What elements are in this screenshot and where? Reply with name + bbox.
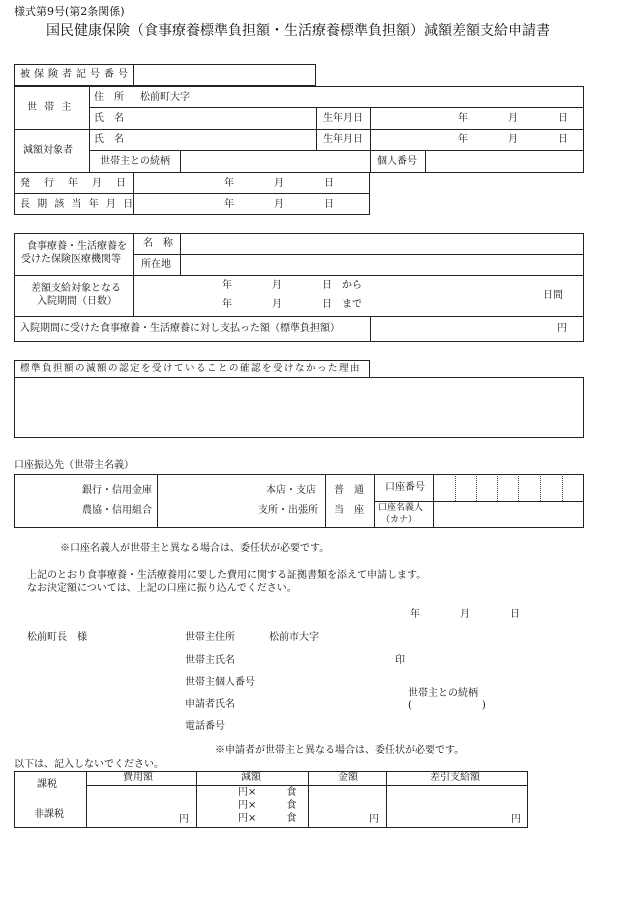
- taxed-label: 課税: [37, 779, 57, 790]
- personal-number-label: 個人番号: [377, 156, 417, 167]
- period-to[interactable]: 年 月 日 まで: [222, 299, 362, 310]
- account-number-label: 口座番号: [385, 482, 425, 493]
- branch-type-line2: 支所・出張所: [258, 505, 318, 516]
- householder-birth-value[interactable]: 年 月 日: [458, 113, 568, 124]
- col-amount: 金額: [338, 772, 358, 783]
- institution-name-field[interactable]: [182, 235, 582, 253]
- relation-field[interactable]: [182, 152, 368, 171]
- issue-date-value[interactable]: 年 月 日: [224, 178, 334, 189]
- account-type-ordinary[interactable]: 普 通: [334, 485, 364, 496]
- col-cost: 費用額: [123, 772, 153, 783]
- diff-yen: 円: [511, 814, 521, 825]
- account-number-field[interactable]: [435, 476, 582, 500]
- personal-number-field[interactable]: [427, 152, 582, 171]
- phone-label: 電話番号: [185, 721, 225, 732]
- applicant-relation-field[interactable]: ( ): [408, 700, 486, 711]
- account-holder-label-line1: 口座名義人: [378, 503, 424, 513]
- institution-location-field[interactable]: [182, 256, 582, 274]
- bank-type-line2: 農協・信用組合: [82, 505, 152, 516]
- target-birth-value[interactable]: 年 月 日: [458, 134, 568, 145]
- bank-note: ※口座名義人が世帯主と異なる場合は、委任状が必要です。: [60, 543, 330, 554]
- long-term-date-value[interactable]: 年 月 日: [224, 199, 334, 210]
- reduction-line-1: 円× 食: [238, 787, 297, 798]
- reason-field[interactable]: [14, 377, 584, 438]
- insured-number-label: 被保険者記号番号: [20, 69, 132, 80]
- period-label-line1: 差額支給対象となる: [31, 283, 121, 294]
- applicant-relation-label: 世帯主との続柄: [408, 688, 478, 699]
- declaration-line1: 上記のとおり食事療養・生活療養用に要した費用に関する証拠書類を添えて申請します。: [27, 570, 427, 581]
- period-from[interactable]: 年 月 日 から: [222, 280, 362, 291]
- target-birth-label: 生年月日: [323, 134, 363, 145]
- col-reduction: 減額: [241, 772, 261, 783]
- col-diff: 差引支給額: [430, 772, 480, 783]
- reduction-line-3: 円× 食: [238, 813, 297, 824]
- declaration-line2: なお決定額については、上記の口座に振り込んでください。: [27, 583, 297, 594]
- amount-yen: 円: [369, 814, 379, 825]
- cost-yen: 円: [179, 814, 189, 825]
- seal-mark: 印: [395, 655, 405, 666]
- reason-label: 標準負担額の減額の認定を受けていることの確認を受けなかった理由: [20, 363, 362, 374]
- target-name-field[interactable]: [136, 131, 314, 149]
- institution-location-label: 所在地: [141, 259, 171, 270]
- period-label-line2: 入院期間（日数）: [37, 296, 117, 307]
- householder-name-field[interactable]: [136, 109, 314, 127]
- householder-address-label: 世帯主住所: [185, 632, 235, 643]
- address-label: 住 所: [94, 92, 124, 103]
- account-holder-label-line2: （カナ）: [381, 515, 418, 525]
- untaxed-label: 非課税: [34, 809, 64, 820]
- branch-type-line1: 本店・支店: [266, 485, 316, 496]
- institution-label-line2: 受けた保険医療機関等: [21, 254, 121, 265]
- form-number: 様式第9号(第2条関係): [14, 5, 125, 18]
- reduction-line-2: 円× 食: [238, 800, 297, 811]
- target-person-label: 減額対象者: [23, 145, 73, 156]
- office-heading: 以下は、記入しないでください。: [14, 759, 164, 770]
- householder-birth-label: 生年月日: [323, 113, 363, 124]
- applicant-note: ※申請者が世帯主と異なる場合は、委任状が必要です。: [215, 745, 465, 756]
- institution-label-line1: 食事療養・生活療養を: [27, 241, 127, 252]
- relation-label: 世帯主との続柄: [100, 156, 170, 167]
- householder-name-label: 氏 名: [94, 113, 124, 124]
- paid-amount-label: 入院期間に受けた食事療養・生活療養に対し支払った額（標準負担額）: [20, 323, 340, 334]
- issue-date-label: 発 行 年 月 日: [20, 178, 128, 189]
- institution-name-label: 名 称: [143, 238, 173, 249]
- householder-name-sign-label: 世帯主氏名: [185, 655, 235, 666]
- paid-amount-yen: 円: [557, 323, 567, 334]
- bank-name-field[interactable]: [16, 476, 80, 526]
- householder-address-value[interactable]: 松前市大字: [269, 632, 319, 643]
- applicant-name-label: 申請者氏名: [185, 699, 235, 710]
- account-holder-field[interactable]: [435, 503, 582, 526]
- days-unit: 日間: [543, 290, 563, 301]
- bank-type-line1: 銀行・信用金庫: [82, 485, 152, 496]
- long-term-date-label: 長 期 該 当 年 月 日: [20, 199, 136, 210]
- branch-name-field[interactable]: [159, 476, 255, 526]
- bank-section-label: 口座振込先（世帯主名義）: [14, 460, 134, 471]
- paid-amount-field[interactable]: [372, 318, 552, 340]
- page-title: 国民健康保険（食事療養標準負担額・生活療養標準負担額）減額差額支給申請書: [46, 23, 550, 39]
- account-type-current[interactable]: 当 座: [334, 505, 364, 516]
- application-date[interactable]: 年 月 日: [410, 609, 520, 620]
- addressee: 松前町長 様: [27, 632, 87, 643]
- householder-label: 世 帯 主: [27, 102, 74, 113]
- householder-personal-number-label: 世帯主個人番号: [185, 677, 255, 688]
- target-name-label: 氏 名: [94, 134, 124, 145]
- insured-number-field[interactable]: [135, 66, 314, 84]
- address-value[interactable]: 松前町大字: [140, 92, 190, 103]
